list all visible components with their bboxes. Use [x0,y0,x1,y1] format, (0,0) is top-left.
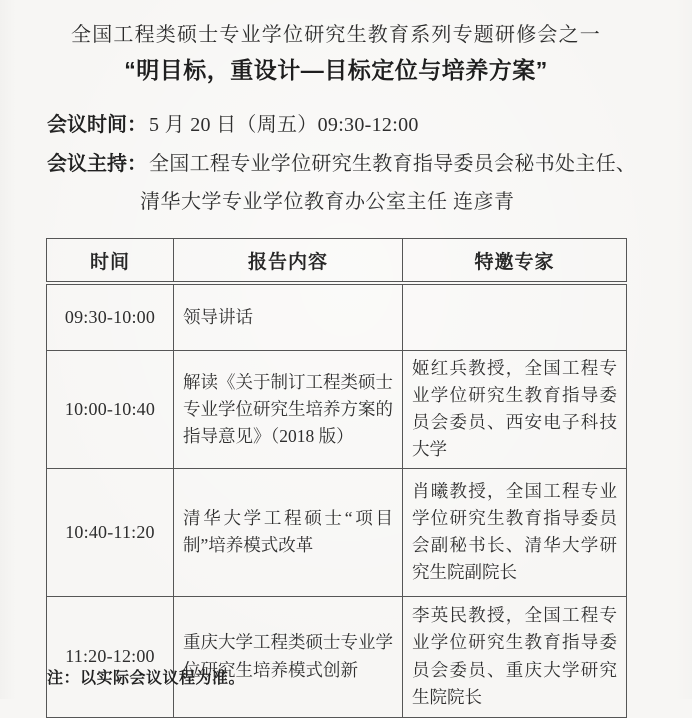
table-row [47,468,627,596]
footer-note: 注：以实际会议议程为准。 [47,670,246,687]
meeting-time-label: 会议时间： [47,114,147,136]
meeting-host-value-line1: 全国工程专业学位研究生教育指导委员会秘书处主任、 [149,153,637,175]
cell-time: 09:30-10:00 [47,283,174,351]
cell-content: 解读《关于制订工程类硕士专业学位研究生培养方案的指导意见》（2018 版） [174,351,403,469]
table-header-row [47,239,627,284]
cell-content: 重庆大学工程类硕士专业学位研究生培养模式创新 [174,596,403,717]
table-row [47,283,627,351]
col-header-content: 报告内容 [174,239,403,284]
cell-expert: 姬红兵教授，全国工程专业学位研究生教育指导委员会委员、西安电子科技大学 [403,351,627,469]
meeting-time-line [47,108,419,137]
col-header-expert: 特邀专家 [403,239,627,284]
table-row [47,351,627,469]
cell-expert [403,283,627,351]
main-title: “明目标，重设计—目标定位与培养方案” [124,57,548,83]
cell-expert: 李英民教授，全国工程专业学位研究生教育指导委员会委员、重庆大学研究生院院长 [403,596,627,717]
cell-expert: 肖曦教授，全国工程专业学位研究生教育指导委员会副秘书长、清华大学研究生院副院长 [403,468,627,596]
cell-content: 领导讲话 [174,283,403,351]
agenda-table [46,238,627,718]
series-title: 全国工程类硕士专业学位研究生教育系列专题研修会之一 [71,24,601,46]
cell-time: 10:00-10:40 [47,351,174,469]
meeting-host-label: 会议主持： [47,153,147,175]
meeting-host-line [47,147,636,176]
meeting-host-value-line2: 清华大学专业学位教育办公室主任 连彦青 [140,191,515,213]
cell-content: 清华大学工程硕士“项目制”培养模式改革 [174,468,403,596]
meeting-time-value: 5 月 20 日（周五）09:30-12:00 [149,114,419,136]
cell-time: 10:40-11:20 [47,468,174,596]
col-header-time: 时间 [47,239,174,284]
cell-time: 11:20-12:00 [47,596,174,717]
